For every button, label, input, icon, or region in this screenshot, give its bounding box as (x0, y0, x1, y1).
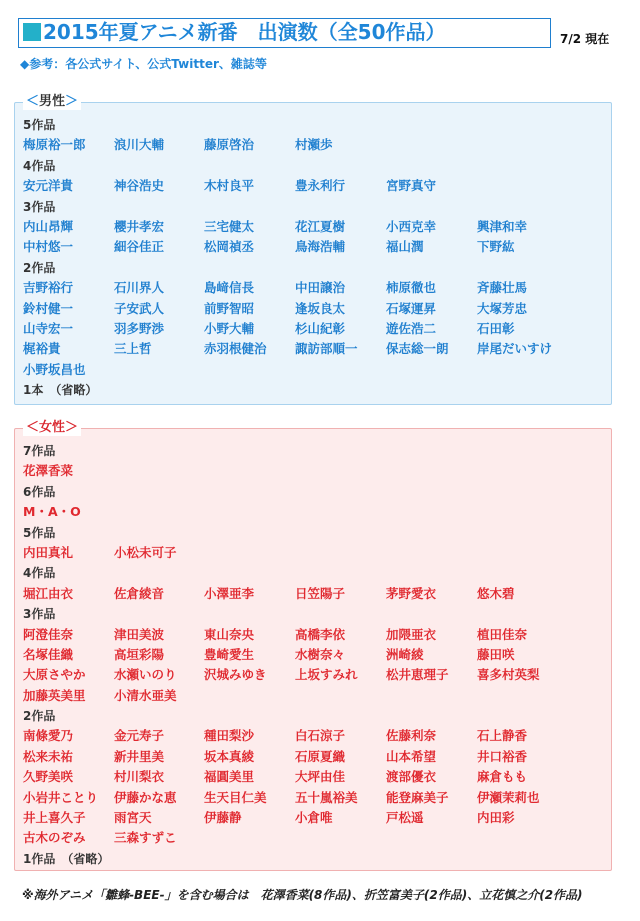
voice-actor-name: 上坂すみれ (295, 667, 358, 683)
voice-actor-name: 小倉唯 (295, 810, 333, 826)
voice-actor-name: 福山潤 (386, 239, 424, 255)
voice-actor-name: 柿原徹也 (386, 280, 437, 296)
voice-actor-name: 浪川大輔 (114, 137, 165, 153)
voice-actor-name: M・A・O (23, 504, 81, 520)
female-list (23, 441, 607, 869)
voice-actor-name: 沢城みゆき (204, 667, 267, 683)
voice-actor-name: 三上哲 (114, 341, 152, 357)
voice-actor-name: 櫻井孝宏 (114, 218, 165, 234)
voice-actor-name: 小松未可子 (114, 544, 177, 560)
voice-actor-name: 豊崎愛生 (204, 646, 255, 662)
voice-actor-name: 金元寿子 (114, 728, 165, 744)
voice-actor-name: 高垣彩陽 (114, 646, 165, 662)
voice-actor-name: 島﨑信長 (204, 280, 255, 296)
voice-actor-name: 前野智昭 (204, 300, 255, 316)
voice-actor-name: 久野美咲 (23, 769, 74, 785)
voice-actor-name: 下野紘 (477, 239, 515, 255)
voice-actor-name: 梅原裕一郎 (23, 137, 86, 153)
voice-actor-name: 大塚芳忠 (477, 300, 528, 316)
voice-actor-name: 加隈亜衣 (386, 626, 437, 642)
count-heading: 2作品 (23, 709, 56, 724)
voice-actor-name: 石原夏織 (295, 748, 346, 764)
voice-actor-name: 羽多野渉 (114, 320, 165, 336)
voice-actor-name: 内山昂輝 (23, 218, 74, 234)
voice-actor-name: 悠木碧 (477, 585, 515, 601)
voice-actor-name: 伊藤かな恵 (114, 789, 177, 805)
name-row (23, 461, 607, 481)
voice-actor-name: 南條愛乃 (23, 728, 74, 744)
voice-actor-name: 花澤香菜 (23, 463, 74, 479)
voice-actor-name: 大坪由佳 (295, 769, 346, 785)
name-row (23, 747, 607, 767)
voice-actor-name: 堀江由衣 (23, 585, 74, 601)
voice-actor-name: 梶裕貴 (23, 341, 61, 357)
voice-actor-name: 松岡禎丞 (204, 239, 255, 255)
voice-actor-name: 中村悠一 (23, 239, 74, 255)
voice-actor-name: 名塚佳織 (23, 646, 74, 662)
voice-actor-name: 山本希望 (386, 748, 437, 764)
voice-actor-name: 木村良平 (204, 178, 255, 194)
voice-actor-name: 佐藤利奈 (386, 728, 437, 744)
count-heading: 3作品 (23, 607, 56, 622)
voice-actor-name: 小野大輔 (204, 320, 255, 336)
name-row (23, 135, 607, 155)
voice-actor-name: 内田真礼 (23, 544, 74, 560)
voice-actor-name: 鈴村健一 (23, 300, 74, 316)
voice-actor-name: 戸松遥 (386, 810, 424, 826)
voice-actor-name: 渡部優衣 (386, 769, 437, 785)
voice-actor-name: 雨宮天 (114, 810, 152, 826)
reference-note: ◆参考：各公式サイト、公式Twitter、雑誌等 (20, 57, 267, 71)
voice-actor-name: 遊佐浩二 (386, 320, 437, 336)
voice-actor-name: 植田佳奈 (477, 626, 528, 642)
voice-actor-name: 諏訪部順一 (295, 341, 358, 357)
voice-actor-name: 大原さやか (23, 667, 86, 683)
voice-actor-name: 興津和幸 (477, 218, 528, 234)
voice-actor-name: 伊瀬茉莉也 (477, 789, 540, 805)
count-heading: 1作品 （省略） (23, 851, 110, 866)
voice-actor-name: 吉野裕行 (23, 280, 74, 296)
voice-actor-name: 藤田咲 (477, 646, 515, 662)
voice-actor-name: 細谷佳正 (114, 239, 165, 255)
square-icon (23, 23, 41, 41)
name-row (23, 360, 607, 380)
count-heading: 4作品 (23, 566, 56, 581)
voice-actor-name: 岸尾だいすけ (477, 341, 553, 357)
male-section-title: ＜男性＞ (23, 93, 81, 110)
voice-actor-name: 三宅健太 (204, 218, 255, 234)
voice-actor-name: 鳥海浩輔 (295, 239, 346, 255)
voice-actor-name: 麻倉もも (477, 769, 528, 785)
voice-actor-name: 佐倉綾音 (114, 585, 165, 601)
voice-actor-name: 三森すずこ (114, 830, 177, 846)
voice-actor-name: 古木のぞみ (23, 830, 86, 846)
voice-actor-name: 逢坂良太 (295, 300, 346, 316)
count-heading: 4作品 (23, 158, 56, 173)
name-row (23, 543, 607, 563)
voice-actor-name: 保志総一朗 (386, 341, 449, 357)
voice-actor-name: 新井里美 (114, 748, 165, 764)
voice-actor-name: 松井恵理子 (386, 667, 449, 683)
voice-actor-name: 山寺宏一 (23, 320, 74, 336)
name-row (23, 808, 607, 828)
voice-actor-name: 能登麻美子 (386, 789, 449, 805)
voice-actor-name: 福圓美里 (204, 769, 255, 785)
page-title (18, 18, 551, 48)
voice-actor-name: 井口裕香 (477, 748, 528, 764)
voice-actor-name: 坂本真綾 (204, 748, 255, 764)
voice-actor-name: 藤原啓治 (204, 137, 255, 153)
voice-actor-name: 生天目仁美 (204, 789, 267, 805)
name-row (23, 665, 607, 685)
voice-actor-name: 小岩井ことり (23, 789, 99, 805)
count-heading: 7作品 (23, 444, 56, 458)
name-row (23, 788, 607, 808)
name-row (23, 686, 607, 706)
voice-actor-name: 内田彩 (477, 810, 515, 826)
name-row (23, 176, 607, 196)
voice-actor-name: 小澤亜李 (204, 585, 255, 601)
voice-actor-name: 松来未祐 (23, 748, 74, 764)
voice-actor-name: 加藤英美里 (23, 687, 86, 703)
voice-actor-name: 洲崎綾 (386, 646, 424, 662)
count-heading: 3作品 (23, 199, 56, 214)
count-heading: 5作品 (23, 525, 56, 540)
count-heading: 2作品 (23, 260, 56, 275)
date-label: 7/2 現在 (560, 32, 610, 46)
female-section (14, 420, 612, 871)
name-row (23, 217, 607, 237)
name-row (23, 339, 607, 359)
name-row (23, 299, 607, 319)
voice-actor-name: 小野坂昌也 (23, 361, 86, 377)
count-heading: 6作品 (23, 484, 56, 499)
female-section-title-text: 女性 (39, 420, 66, 435)
name-row (23, 726, 607, 746)
voice-actor-name: 花江夏樹 (295, 218, 346, 234)
voice-actor-name: 村川梨衣 (114, 769, 165, 785)
voice-actor-name: 水樹奈々 (295, 646, 346, 662)
voice-actor-name: 茅野愛衣 (386, 585, 437, 601)
voice-actor-name: 村瀬歩 (295, 137, 333, 153)
male-list (23, 115, 607, 400)
voice-actor-name: 宮野真守 (386, 178, 437, 194)
voice-actor-name: 東山奈央 (204, 626, 255, 642)
voice-actor-name: 石上静香 (477, 728, 528, 744)
voice-actor-name: 豊永利行 (295, 178, 346, 194)
voice-actor-name: 水瀬いのり (114, 667, 177, 683)
name-row (23, 584, 607, 604)
voice-actor-name: 五十嵐裕美 (295, 789, 358, 805)
voice-actor-name: 伊藤静 (204, 810, 242, 826)
voice-actor-name: 小清水亜美 (114, 687, 177, 703)
name-row (23, 767, 607, 787)
footnote: ※海外アニメ「雛蜂-BEE-」を含む場合は 花澤香菜(8作品)、折笠富美子(2作品)、立花慎之介(2作品) (22, 888, 583, 902)
voice-actor-name: 安元洋貴 (23, 178, 74, 194)
voice-actor-name: 中田譲治 (295, 280, 346, 296)
female-section-title: ＜女性＞ (23, 419, 81, 436)
count-heading: 1本 （省略） (23, 383, 98, 398)
count-heading: 5作品 (23, 118, 56, 132)
voice-actor-name: 日笠陽子 (295, 585, 346, 601)
name-row (23, 278, 607, 298)
voice-actor-name: 石塚運昇 (386, 300, 437, 316)
voice-actor-name: 斉藤壮馬 (477, 280, 528, 296)
male-section-title-text: 男性 (39, 94, 66, 109)
name-row (23, 319, 607, 339)
page-title-text: 2015年夏アニメ新番 出演数（全50作品） (43, 20, 446, 44)
voice-actor-name: 石川界人 (114, 280, 165, 296)
voice-actor-name: 白石涼子 (295, 728, 346, 744)
voice-actor-name: 喜多村英梨 (477, 667, 540, 683)
name-row (23, 237, 607, 257)
name-row (23, 625, 607, 645)
name-row (23, 645, 607, 665)
voice-actor-name: 井上喜久子 (23, 810, 86, 826)
voice-actor-name: 赤羽根健治 (204, 341, 267, 357)
name-row (23, 828, 607, 848)
voice-actor-name: 子安武人 (114, 300, 165, 316)
male-section (14, 94, 612, 405)
voice-actor-name: 阿澄佳奈 (23, 626, 74, 642)
voice-actor-name: 小西克幸 (386, 218, 437, 234)
name-row (23, 502, 607, 522)
voice-actor-name: 種田梨沙 (204, 728, 255, 744)
voice-actor-name: 神谷浩史 (114, 178, 165, 194)
voice-actor-name: 杉山紀彰 (295, 320, 346, 336)
voice-actor-name: 石田彰 (477, 320, 515, 336)
voice-actor-name: 高橋李依 (295, 626, 346, 642)
voice-actor-name: 津田美波 (114, 626, 165, 642)
